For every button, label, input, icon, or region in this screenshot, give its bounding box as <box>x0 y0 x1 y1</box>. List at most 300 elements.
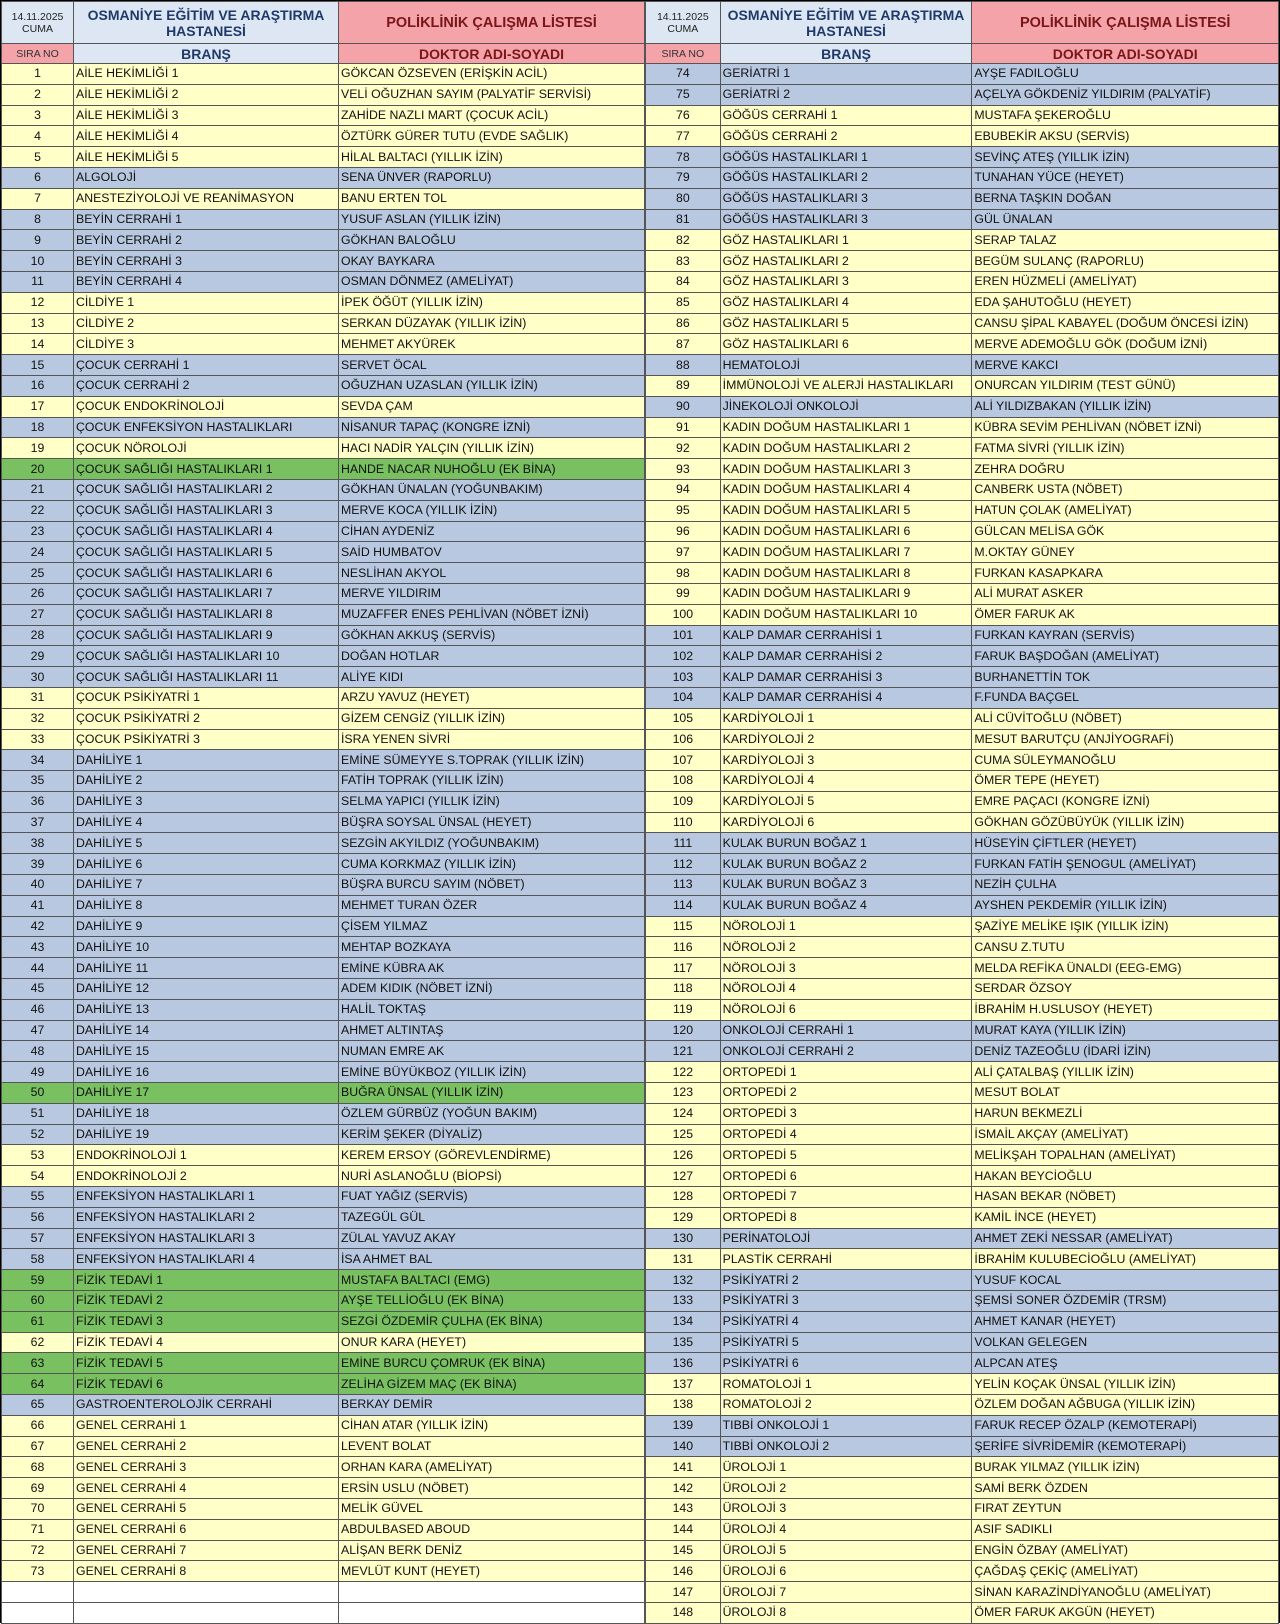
doctor-cell: AYŞE FADILOĞLU <box>972 64 1279 85</box>
doctor-cell: HACI NADİR YALÇIN (YILLIK İZİN) <box>339 438 645 459</box>
table-row <box>646 271 1279 292</box>
table-row <box>2 438 645 459</box>
row-number: 80 <box>646 188 721 209</box>
doctor-cell: F.FUNDA BAÇGEL <box>972 687 1279 708</box>
branch-cell: ÇOCUK SAĞLIĞI HASTALIKLARI 7 <box>74 583 339 604</box>
table-row <box>646 1457 1279 1478</box>
doctor-cell: EMİNE SÜMEYYE S.TOPRAK (YILLIK İZİN) <box>339 750 645 771</box>
row-number: 13 <box>2 313 74 334</box>
row-number: 85 <box>646 292 721 313</box>
table-row <box>2 563 645 584</box>
row-number: 37 <box>2 812 74 833</box>
row-number: 24 <box>2 542 74 563</box>
doctor-cell: MEVLÜT KUNT (HEYET) <box>339 1561 645 1582</box>
table-row <box>646 1561 1279 1582</box>
row-number: 82 <box>646 230 721 251</box>
table-row <box>646 1103 1279 1124</box>
branch-cell: ÇOCUK NÖROLOJİ <box>74 438 339 459</box>
branch-cell: GASTROENTEROLOJİK CERRAHİ <box>74 1395 339 1416</box>
table-row <box>646 188 1279 209</box>
table-row <box>646 417 1279 438</box>
table-row <box>646 251 1279 272</box>
doctor-cell: FURKAN KASAPKARA <box>972 563 1279 584</box>
branch-cell: CİLDİYE 1 <box>74 292 339 313</box>
branch-cell: DAHİLİYE 18 <box>74 1103 339 1124</box>
doctor-cell: ERSİN USLU (NÖBET) <box>339 1478 645 1499</box>
table-body-left <box>2 64 645 1624</box>
branch-cell: ORTOPEDİ 7 <box>720 1187 972 1208</box>
branch-cell: KULAK BURUN BOĞAZ 4 <box>720 895 972 916</box>
doctor-cell: KEREM ERSOY (GÖREVLENDİRME) <box>339 1145 645 1166</box>
table-row <box>646 1207 1279 1228</box>
row-number: 104 <box>646 687 721 708</box>
table-row <box>646 833 1279 854</box>
branch-cell: GÖĞÜS HASTALIKLARI 3 <box>720 188 972 209</box>
col-header-doctor: DOKTOR ADI-SOYADI <box>339 44 645 64</box>
table-row <box>646 105 1279 126</box>
branch-cell: PSİKİYATRİ 2 <box>720 1270 972 1291</box>
table-row <box>646 64 1279 85</box>
branch-cell: DAHİLİYE 16 <box>74 1062 339 1083</box>
doctor-cell: VELİ OĞUZHAN SAYIM (PALYATİF SERVİSİ) <box>339 84 645 105</box>
row-number: 86 <box>646 313 721 334</box>
row-number: 1 <box>2 64 74 85</box>
doctor-cell: FATMA SİVRİ (YILLIK İZİN) <box>972 438 1279 459</box>
table-row <box>2 147 645 168</box>
branch-cell: KADIN DOĞUM HASTALIKLARI 8 <box>720 563 972 584</box>
doctor-cell: FARUK RECEP ÖZALP (KEMOTERAPİ) <box>972 1415 1279 1436</box>
doctor-cell: BERKAY DEMİR <box>339 1395 645 1416</box>
branch-cell: CİLDİYE 2 <box>74 313 339 334</box>
table-row <box>646 667 1279 688</box>
doctor-cell: ÇİSEM YILMAZ <box>339 916 645 937</box>
doctor-cell: HANDE NACAR NUHOĞLU (EK BİNA) <box>339 459 645 480</box>
table-row <box>2 958 645 979</box>
doctor-cell: AYSHEN PEKDEMİR (YILLIK İZİN) <box>972 895 1279 916</box>
table-row <box>2 1270 645 1291</box>
table-row <box>2 1498 645 1519</box>
table-row <box>646 375 1279 396</box>
doctor-cell: AHMET ZEKİ NESSAR (AMELİYAT) <box>972 1228 1279 1249</box>
table-row <box>2 188 645 209</box>
branch-cell: KADIN DOĞUM HASTALIKLARI 4 <box>720 479 972 500</box>
doctor-cell: SENA ÜNVER (RAPORLU) <box>339 167 645 188</box>
branch-cell: ROMATOLOJİ 2 <box>720 1395 972 1416</box>
row-number: 137 <box>646 1374 721 1395</box>
table-row <box>646 875 1279 896</box>
branch-cell: KALP DAMAR CERRAHİSİ 4 <box>720 687 972 708</box>
table-row <box>2 1187 645 1208</box>
branch-cell: GENEL CERRAHİ 8 <box>74 1561 339 1582</box>
branch-cell: ROMATOLOJİ 1 <box>720 1374 972 1395</box>
row-number: 50 <box>2 1083 74 1104</box>
doctor-cell: SERAP TALAZ <box>972 230 1279 251</box>
doctor-cell: MELİK GÜVEL <box>339 1498 645 1519</box>
table-row <box>2 687 645 708</box>
row-number: 61 <box>2 1311 74 1332</box>
branch-cell: DAHİLİYE 3 <box>74 791 339 812</box>
table-row <box>2 604 645 625</box>
col-header-branch: BRANŞ <box>720 44 972 64</box>
branch-cell: ENFEKSİYON HASTALIKLARI 1 <box>74 1187 339 1208</box>
table-row <box>646 1395 1279 1416</box>
table-row <box>2 937 645 958</box>
row-number: 116 <box>646 937 721 958</box>
doctor-cell: FUAT YAĞIZ (SERVİS) <box>339 1187 645 1208</box>
branch-cell: ÇOCUK SAĞLIĞI HASTALIKLARI 3 <box>74 500 339 521</box>
branch-cell: DAHİLİYE 9 <box>74 916 339 937</box>
row-number: 141 <box>646 1457 721 1478</box>
row-number: 124 <box>646 1103 721 1124</box>
doctor-cell: SERVET ÖCAL <box>339 355 645 376</box>
date-cell <box>646 2 721 44</box>
row-number: 127 <box>646 1166 721 1187</box>
branch-cell: ÇOCUK PSİKİYATRİ 2 <box>74 708 339 729</box>
row-number: 87 <box>646 334 721 355</box>
row-number: 46 <box>2 999 74 1020</box>
branch-cell: CİLDİYE 3 <box>74 334 339 355</box>
table-row <box>2 375 645 396</box>
branch-cell: AİLE HEKİMLİĞİ 4 <box>74 126 339 147</box>
row-number: 54 <box>2 1166 74 1187</box>
row-number: 138 <box>646 1395 721 1416</box>
doctor-cell: ZELİHA GİZEM MAÇ (EK BİNA) <box>339 1374 645 1395</box>
table-row <box>2 396 645 417</box>
branch-cell: ÇOCUK PSİKİYATRİ 3 <box>74 729 339 750</box>
row-number: 39 <box>2 854 74 875</box>
table-row <box>646 979 1279 1000</box>
row-number: 31 <box>2 687 74 708</box>
branch-cell: GÖĞÜS HASTALIKLARI 3 <box>720 209 972 230</box>
branch-cell: ÇOCUK CERRAHİ 2 <box>74 375 339 396</box>
row-number: 140 <box>646 1436 721 1457</box>
row-number: 145 <box>646 1540 721 1561</box>
table-row <box>2 979 645 1000</box>
col-header-branch: BRANŞ <box>74 44 339 64</box>
branch-cell: DAHİLİYE 13 <box>74 999 339 1020</box>
table-row <box>2 1062 645 1083</box>
row-number: 94 <box>646 479 721 500</box>
branch-cell: FİZİK TEDAVİ 4 <box>74 1332 339 1353</box>
table-row <box>646 147 1279 168</box>
row-number: 99 <box>646 583 721 604</box>
doctor-cell: FIRAT ZEYTUN <box>972 1498 1279 1519</box>
row-number: 45 <box>2 979 74 1000</box>
branch-cell: GENEL CERRAHİ 7 <box>74 1540 339 1561</box>
doctor-cell: GÖKHAN ÜNALAN (YOĞUNBAKIM) <box>339 479 645 500</box>
table-row <box>646 791 1279 812</box>
row-number: 64 <box>2 1374 74 1395</box>
doctor-cell: SİNAN KARAZİNDİYANOĞLU (AMELİYAT) <box>972 1582 1279 1603</box>
doctor-cell: İPEK ÖĞÜT (YILLIK İZİN) <box>339 292 645 313</box>
date-text: 14.11.2025 <box>656 10 709 23</box>
doctor-cell: AHMET ALTINTAŞ <box>339 1020 645 1041</box>
hospital-name: OSMANİYE EĞİTİM VE ARAŞTIRMA HASTANESİ <box>720 2 972 44</box>
branch-cell: GÖĞÜS CERRAHİ 2 <box>720 126 972 147</box>
table-row <box>2 1332 645 1353</box>
doctor-cell: YELİN KOÇAK ÜNSAL (YILLIK İZİN) <box>972 1374 1279 1395</box>
table-row <box>646 1187 1279 1208</box>
row-number: 133 <box>646 1291 721 1312</box>
branch-cell: GÖZ HASTALIKLARI 2 <box>720 251 972 272</box>
doctor-cell: SERKAN DÜZAYAK (YILLIK İZİN) <box>339 313 645 334</box>
row-number: 69 <box>2 1478 74 1499</box>
schedule-table-right <box>645 1 1279 1624</box>
table-row <box>646 1498 1279 1519</box>
doctor-cell: ARZU YAVUZ (HEYET) <box>339 687 645 708</box>
row-number: 81 <box>646 209 721 230</box>
row-number: 40 <box>2 875 74 896</box>
table-row <box>646 1311 1279 1332</box>
row-number: 56 <box>2 1207 74 1228</box>
doctor-cell: GÖKHAN AKKUŞ (SERVİS) <box>339 625 645 646</box>
table-row <box>646 583 1279 604</box>
table-row <box>2 750 645 771</box>
doctor-cell: İBRAHİM KULUBECİOĞLU (AMELİYAT) <box>972 1249 1279 1270</box>
branch-cell: KARDİYOLOJİ 2 <box>720 729 972 750</box>
row-number: 18 <box>2 417 74 438</box>
branch-cell: AİLE HEKİMLİĞİ 3 <box>74 105 339 126</box>
table-row <box>2 251 645 272</box>
row-number: 90 <box>646 396 721 417</box>
branch-cell: KALP DAMAR CERRAHİSİ 1 <box>720 625 972 646</box>
row-number: 38 <box>2 833 74 854</box>
branch-cell: ÇOCUK ENDOKRİNOLOJİ <box>74 396 339 417</box>
row-number: 48 <box>2 1041 74 1062</box>
branch-cell: KADIN DOĞUM HASTALIKLARI 7 <box>720 542 972 563</box>
row-number: 109 <box>646 791 721 812</box>
table-row <box>2 1291 645 1312</box>
doctor-cell: EREN HÜZMELİ (AMELİYAT) <box>972 271 1279 292</box>
row-number: 106 <box>646 729 721 750</box>
branch-cell: ÇOCUK SAĞLIĞI HASTALIKLARI 6 <box>74 563 339 584</box>
table-row <box>646 542 1279 563</box>
doctor-cell: HATUN ÇOLAK (AMELİYAT) <box>972 500 1279 521</box>
doctor-cell: MERVE YILDIRIM <box>339 583 645 604</box>
doctor-cell: ONUR KARA (HEYET) <box>339 1332 645 1353</box>
branch-cell: GÖZ HASTALIKLARI 3 <box>720 271 972 292</box>
row-number: 57 <box>2 1228 74 1249</box>
row-number: 66 <box>2 1415 74 1436</box>
row-number: 97 <box>646 542 721 563</box>
table-row <box>646 1083 1279 1104</box>
table-row <box>646 1145 1279 1166</box>
row-number: 2 <box>2 84 74 105</box>
branch-cell: DAHİLİYE 14 <box>74 1020 339 1041</box>
branch-cell: KULAK BURUN BOĞAZ 1 <box>720 833 972 854</box>
branch-cell: GÖZ HASTALIKLARI 5 <box>720 313 972 334</box>
branch-cell: HEMATOLOJİ <box>720 355 972 376</box>
branch-cell: ENFEKSİYON HASTALIKLARI 2 <box>74 1207 339 1228</box>
branch-cell: KARDİYOLOJİ 4 <box>720 771 972 792</box>
doctor-cell: MELİKŞAH TOPALHAN (AMELİYAT) <box>972 1145 1279 1166</box>
table-row <box>2 500 645 521</box>
doctor-cell: GİZEM CENGİZ (YILLIK İZİN) <box>339 708 645 729</box>
branch-cell: KADIN DOĞUM HASTALIKLARI 10 <box>720 604 972 625</box>
table-row <box>646 1582 1279 1603</box>
doctor-cell: İBRAHİM H.USLUSOY (HEYET) <box>972 999 1279 1020</box>
doctor-cell: BÜŞRA BURCU SAYIM (NÖBET) <box>339 875 645 896</box>
date-cell <box>2 2 74 44</box>
table-row <box>2 417 645 438</box>
doctor-cell: EMRE PAÇACI (KONGRE İZNİ) <box>972 791 1279 812</box>
branch-cell: ÇOCUK SAĞLIĞI HASTALIKLARI 2 <box>74 479 339 500</box>
row-number: 77 <box>646 126 721 147</box>
doctor-cell: ALİYE KIDI <box>339 667 645 688</box>
doctor-cell: EBUBEKİR AKSU (SERVİS) <box>972 126 1279 147</box>
row-number: 147 <box>646 1582 721 1603</box>
doctor-cell: MESUT BOLAT <box>972 1083 1279 1104</box>
table-row <box>646 521 1279 542</box>
table-row <box>646 334 1279 355</box>
branch-cell: ÇOCUK CERRAHİ 1 <box>74 355 339 376</box>
branch-cell: ÇOCUK SAĞLIĞI HASTALIKLARI 9 <box>74 625 339 646</box>
doctor-cell: KÜBRA SEVİM PEHLİVAN (NÖBET İZNİ) <box>972 417 1279 438</box>
doctor-cell: FATİH TOPRAK (YILLIK İZİN) <box>339 771 645 792</box>
row-number: 74 <box>646 64 721 85</box>
doctor-cell: İSA AHMET BAL <box>339 1249 645 1270</box>
row-number: 35 <box>2 771 74 792</box>
row-number: 123 <box>646 1083 721 1104</box>
table-row <box>646 937 1279 958</box>
row-number: 108 <box>646 771 721 792</box>
branch-cell: DAHİLİYE 10 <box>74 937 339 958</box>
branch-cell: PSİKİYATRİ 6 <box>720 1353 972 1374</box>
doctor-cell: NUMAN EMRE AK <box>339 1041 645 1062</box>
table-row <box>646 479 1279 500</box>
row-number: 51 <box>2 1103 74 1124</box>
table-row <box>646 771 1279 792</box>
branch-cell: ÜROLOJİ 1 <box>720 1457 972 1478</box>
table-row <box>646 1249 1279 1270</box>
branch-cell: ÜROLOJİ 6 <box>720 1561 972 1582</box>
table-row <box>2 542 645 563</box>
doctor-cell: NURİ ASLANOĞLU (BİOPSİ) <box>339 1166 645 1187</box>
row-number: 103 <box>646 667 721 688</box>
col-header-no: SIRA NO <box>2 44 74 64</box>
branch-cell: PLASTİK CERRAHİ <box>720 1249 972 1270</box>
branch-cell: KADIN DOĞUM HASTALIKLARI 3 <box>720 459 972 480</box>
branch-cell: GENEL CERRAHİ 3 <box>74 1457 339 1478</box>
branch-cell: GERİATRİ 1 <box>720 64 972 85</box>
doctor-cell: KAMİL İNCE (HEYET) <box>972 1207 1279 1228</box>
row-number: 26 <box>2 583 74 604</box>
row-number: 84 <box>646 271 721 292</box>
table-row <box>2 1083 645 1104</box>
hospital-name: OSMANİYE EĞİTİM VE ARAŞTIRMA HASTANESİ <box>74 2 339 44</box>
doctor-cell: DOĞAN HOTLAR <box>339 646 645 667</box>
row-number: 121 <box>646 1041 721 1062</box>
doctor-cell: KERİM ŞEKER (DİYALİZ) <box>339 1124 645 1145</box>
table-row <box>2 1041 645 1062</box>
row-number: 126 <box>646 1145 721 1166</box>
doctor-cell: AYŞE TELLİOĞLU (EK BİNA) <box>339 1291 645 1312</box>
branch-cell: PSİKİYATRİ 5 <box>720 1332 972 1353</box>
row-number: 148 <box>646 1602 721 1623</box>
doctor-cell: ZÜLAL YAVUZ AKAY <box>339 1228 645 1249</box>
table-row <box>2 126 645 147</box>
branch-cell: GÖĞÜS HASTALIKLARI 1 <box>720 147 972 168</box>
doctor-cell: GÖKHAN BALOĞLU <box>339 230 645 251</box>
doctor-cell: HÜSEYİN ÇİFTLER (HEYET) <box>972 833 1279 854</box>
branch-cell: GENEL CERRAHİ 1 <box>74 1415 339 1436</box>
table-row <box>646 625 1279 646</box>
row-number: 65 <box>2 1395 74 1416</box>
doctor-cell: HALİL TOKTAŞ <box>339 999 645 1020</box>
doctor-cell: MEHMET AKYÜREK <box>339 334 645 355</box>
doctor-cell: MELDA REFİKA ÜNALDI (EEG-EMG) <box>972 958 1279 979</box>
branch-cell: TIBBİ ONKOLOJİ 1 <box>720 1415 972 1436</box>
doctor-cell: GÜLCAN MELİSA GÖK <box>972 521 1279 542</box>
branch-cell <box>74 1582 339 1603</box>
row-number: 34 <box>2 750 74 771</box>
doctor-cell: DENİZ TAZEOĞLU (İDARİ İZİN) <box>972 1041 1279 1062</box>
row-number: 8 <box>2 209 74 230</box>
row-number: 89 <box>646 375 721 396</box>
table-row <box>646 1353 1279 1374</box>
list-title: POLİKLİNİK ÇALIŞMA LİSTESİ <box>972 2 1279 44</box>
doctor-cell: EMİNE BÜYÜKBOZ (YILLIK İZİN) <box>339 1062 645 1083</box>
table-row <box>2 334 645 355</box>
table-row <box>646 708 1279 729</box>
row-number: 118 <box>646 979 721 1000</box>
doctor-cell: ALİŞAN BERK DENİZ <box>339 1540 645 1561</box>
row-number: 19 <box>2 438 74 459</box>
table-row <box>2 105 645 126</box>
doctor-cell: MERVE ADEMOĞLU GÖK (DOĞUM İZNİ) <box>972 334 1279 355</box>
table-row <box>646 84 1279 105</box>
table-row <box>646 1540 1279 1561</box>
branch-cell: KARDİYOLOJİ 6 <box>720 812 972 833</box>
branch-cell: KULAK BURUN BOĞAZ 3 <box>720 875 972 896</box>
branch-cell: ÇOCUK SAĞLIĞI HASTALIKLARI 5 <box>74 542 339 563</box>
branch-cell: ÇOCUK SAĞLIĞI HASTALIKLARI 10 <box>74 646 339 667</box>
table-row <box>646 1228 1279 1249</box>
table-row <box>2 1020 645 1041</box>
branch-cell: ONKOLOJİ CERRAHİ 1 <box>720 1020 972 1041</box>
row-number: 14 <box>2 334 74 355</box>
branch-cell: ENFEKSİYON HASTALIKLARI 3 <box>74 1228 339 1249</box>
doctor-cell: EMİNE KÜBRA AK <box>339 958 645 979</box>
row-number: 142 <box>646 1478 721 1499</box>
doctor-cell: SEVİNÇ ATEŞ (YILLIK İZİN) <box>972 147 1279 168</box>
table-row <box>646 854 1279 875</box>
row-number: 113 <box>646 875 721 896</box>
table-row <box>2 1519 645 1540</box>
row-number: 92 <box>646 438 721 459</box>
row-number: 42 <box>2 916 74 937</box>
row-number: 12 <box>2 292 74 313</box>
table-row <box>2 292 645 313</box>
doctor-cell: ŞEMSİ SONER ÖZDEMİR (TRSM) <box>972 1291 1279 1312</box>
row-number: 60 <box>2 1291 74 1312</box>
branch-cell: FİZİK TEDAVİ 6 <box>74 1374 339 1395</box>
branch-cell: ALGOLOJİ <box>74 167 339 188</box>
doctor-cell: MERVE KOCA (YILLIK İZİN) <box>339 500 645 521</box>
table-row <box>2 1602 645 1623</box>
table-row <box>646 167 1279 188</box>
row-number: 136 <box>646 1353 721 1374</box>
table-row <box>646 958 1279 979</box>
table-row <box>2 583 645 604</box>
doctor-cell: MUSTAFA BALTACI (EMG) <box>339 1270 645 1291</box>
row-number: 10 <box>2 251 74 272</box>
doctor-cell: ÖMER FARUK AKGÜN (HEYET) <box>972 1602 1279 1623</box>
row-number: 25 <box>2 563 74 584</box>
doctor-cell: OSMAN DÖNMEZ (AMELİYAT) <box>339 271 645 292</box>
branch-cell: ENFEKSİYON HASTALIKLARI 4 <box>74 1249 339 1270</box>
table-row <box>646 687 1279 708</box>
